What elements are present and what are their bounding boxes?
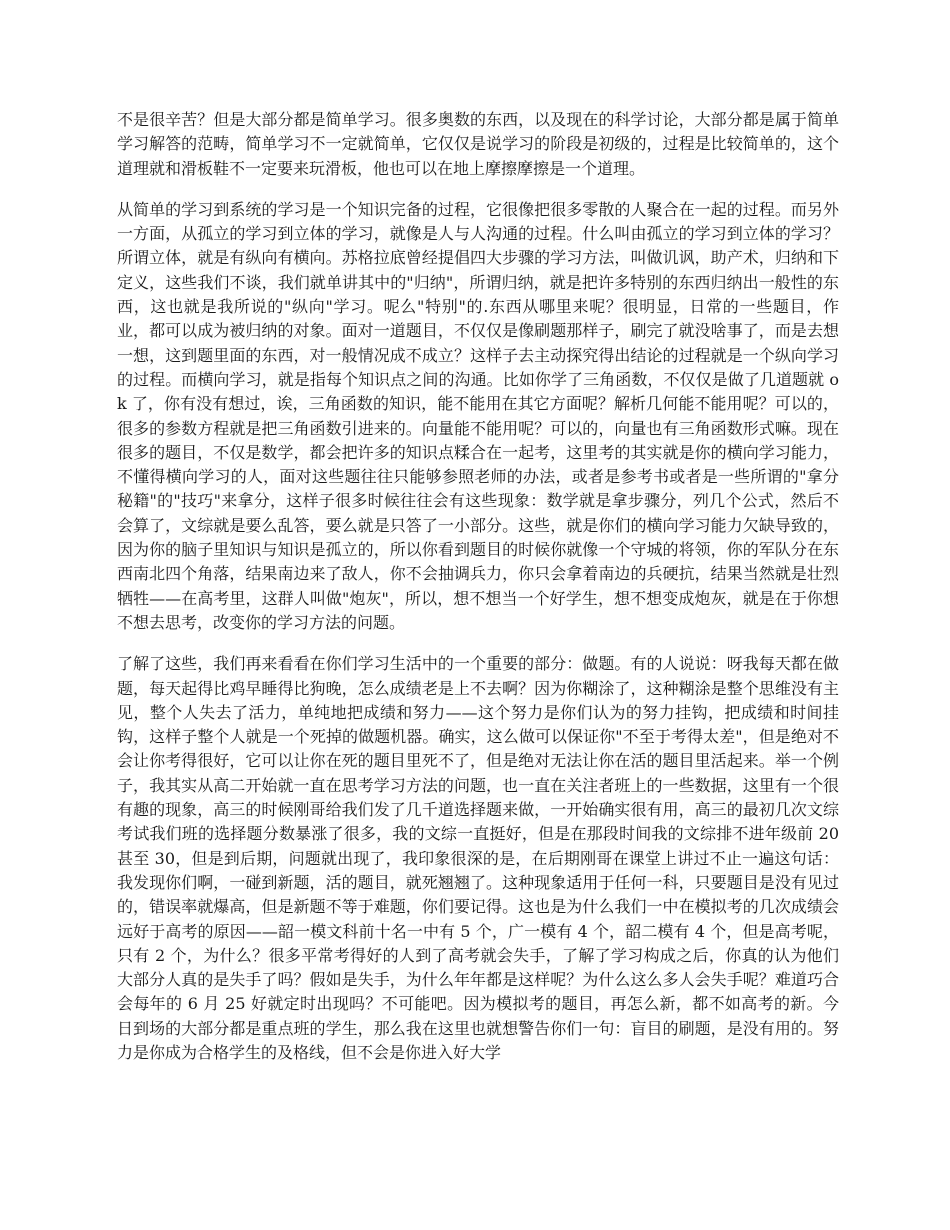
paragraph-1: 不是很辛苦？但是大部分都是简单学习。很多奥数的东西，以及现在的科学讨论，大部分都是属于简单学习解答的范畴，简单学习不一定就简单，它仅仅是说学习的阶段是初级的，过程是比较简单的，这个道理就和滑板鞋不一定要来玩滑板，他也可以在地上摩擦摩擦是一个道理。	[117, 110, 839, 178]
document-body	[117, 108, 839, 1082]
paragraph-2: 从简单的学习到系统的学习是一个知识完备的过程，它很像把很多零散的人聚合在一起的过程。而另外一方面，从孤立的学习到立体的学习，就像是人与人沟通的过程。什么叫由孤立的学习到立体的学习？所谓立体，就是有纵向有横向。苏格拉底曾经提倡四大步骤的学习方法，叫做讥讽，助产术，归纳和下定义，这些我们不谈，我们就单讲其中的"归纳"，所谓归纳，就是把许多特别的东西归纳出一般性的东西，这也就是我所说的"纵向"学习。呢么"特别"的.东西从哪里来呢？很明显，日常的一些题目，作业，都可以成为被归纳的对象。面对一道题目，不仅仅是像刷题那样子，刷完了就没啥事了，而是去想一想，这到题里面的东西，对一般情况成不成立？这样子去主动探究得出结论的过程就是一个纵向学习的过程。而横向学习，就是指每个知识点之间的沟通。比如你学了三角函数，不仅仅是做了几道题就 ok 了，你有没有想过，诶，三角函数的知识，能不能用在其它方面呢？解析几何能不能用呢？可以的，很多的参数方程就是把三角函数引进来的。向量能不能用呢？可以的，向量也有三角函数形式嘛。现在很多的题目，不仅是数学，都会把许多的知识点糅合在一起考，这里考的其实就是你的横向学习能力，不懂得横向学习的人，面对这些题往往只能够参照老师的办法，或者是参考书或者是一些所谓的"拿分秘籍"的"技巧"来拿分，这样子很多时候往往会有这些现象：数学就是拿步骤分，列几个公式，然后不会算了，文综就是要么乱答，要么就是只答了一小部分。这些，就是你们的横向学习能力欠缺导致的，因为你的脑子里知识与知识是孤立的，所以你看到题目的时候你就像一个守城的将领，你的军队分在东西南北四个角落，结果南边来了敌人，你不会抽调兵力，你只会拿着南边的兵硬抗，结果当然就是壮烈牺牲——在高考里，这群人叫做"炮灰"，所以，想不想当一个好学生，想不想变成炮灰，就是在于你想不想去思考，改变你的学习方法的问题。	[117, 199, 839, 632]
paragraph-3: 了解了这些，我们再来看看在你们学习生活中的一个重要的部分：做题。有的人说说：呀我每天都在做题，每天起得比鸡早睡得比狗晚，怎么成绩老是上不去啊？因为你糊涂了，这种糊涂是整个思维没有主见，整个人失去了活力，单纯地把成绩和努力——这个努力是你们认为的努力挂钩，把成绩和时间挂钩，这样子整个人就是一个死掉的做题机器。确实，这么做可以保证你"不至于考得太差"，但是绝对不会让你考得很好，它可以让你在死的题目里死不了，但是绝对无法让你在活的题目里活起来。举一个例子，我其实从高二开始就一直在思考学习方法的问题，也一直在关注者班上的一些数据，这里有一个很有趣的现象，高三的时候刚哥给我们发了几千道选择题来做，一开始确实很有用，高三的最初几次文综考试我们班的选择题分数暴涨了很多，我的文综一直挺好，但是在那段时间我的文综排不进年级前 20 甚至 30，但是到后期，问题就出现了，我印象很深的是，在后期刚哥在课堂上讲过不止一遍这句话：我发现你们啊，一碰到新题，活的题目，就死翘翘了。这种现象适用于任何一科，只要题目是没有见过的，错误率就爆高，但是新题不等于难题，你们要记得。这也是为什么我们一中在模拟考的几次成绩会远好于高考的原因——韶一模文科前十名一中有 5 个，广一模有 4 个，韶二模有 4 个，但是高考呢，只有 2 个，为什么？很多平常考得好的人到了高考就会失手，了解了学习构成之后，你真的认为他们大部分人真的是失手了吗？假如是失手，为什么年年都是这样呢？为什么这么多人会失手呢？难道巧合会每年的 6 月 25 好就定时出现吗？不可能吧。因为模拟考的题目，再怎么新，都不如高考的新。今日到场的大部分都是重点班的学生，那么我在这里也就想警告你们一句：盲目的刷题，是没有用的。努力是你成为合格学生的及格线，但不会是你进入好大学	[117, 654, 839, 1062]
